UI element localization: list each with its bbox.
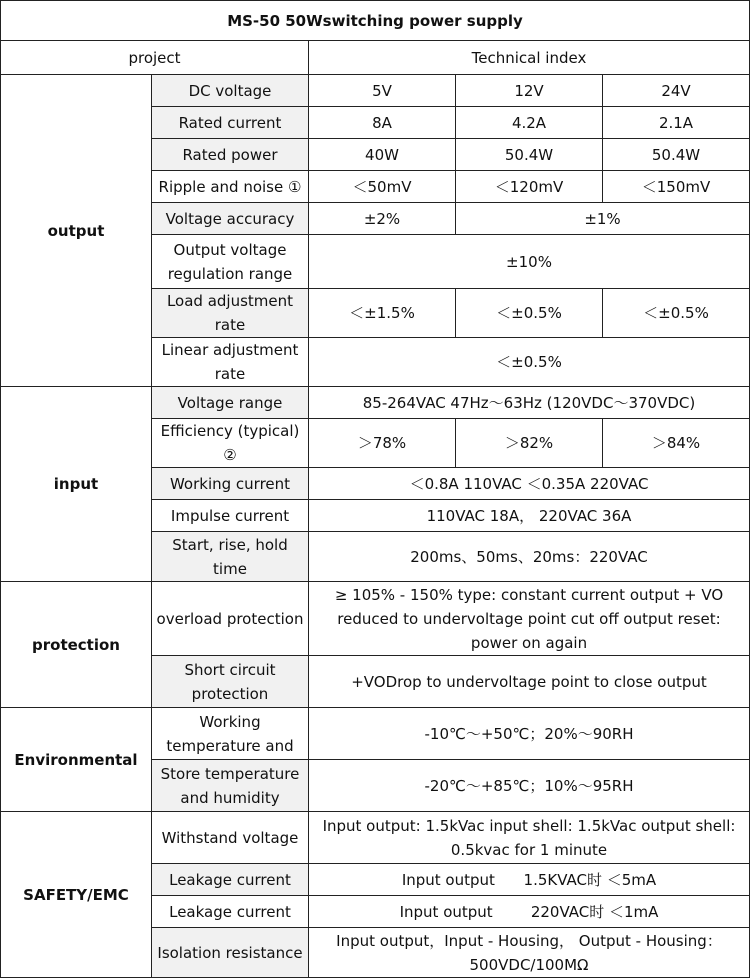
load-adjustment-12v: ＜±0.5%: [456, 289, 603, 338]
voltage-accuracy-12-24v: ±1%: [456, 203, 750, 235]
row-label-load-adjustment: Load adjustment rate: [152, 289, 309, 338]
group-protection: protection: [1, 582, 152, 708]
leakage-current-2-value: Input output 220VAC时 ＜1mA: [309, 896, 750, 928]
row-label-isolation-resistance: Isolation resistance: [152, 928, 309, 978]
row-label-rated-current: Rated current: [152, 107, 309, 139]
rated-power-12v: 50.4W: [456, 139, 603, 171]
header-project: project: [1, 41, 309, 75]
row-label-rated-power: Rated power: [152, 139, 309, 171]
store-temperature-value: -20℃～+85℃；10%～95RH: [309, 760, 750, 812]
linear-adjustment-value: ＜±0.5%: [309, 338, 750, 387]
row-label-leakage-current-1: Leakage current: [152, 864, 309, 896]
dc-voltage-24v: 24V: [603, 75, 750, 107]
load-adjustment-5v: ＜±1.5%: [309, 289, 456, 338]
efficiency-24v: ＞84%: [603, 419, 750, 468]
group-safety-emc: SAFETY/EMC: [1, 812, 152, 978]
row-label-working-current: Working current: [152, 468, 309, 500]
row-label-ripple-noise: Ripple and noise ①: [152, 171, 309, 203]
header-technical-index: Technical index: [309, 41, 750, 75]
group-input: input: [1, 387, 152, 582]
row-label-store-temperature: Store temperature and humidity: [152, 760, 309, 812]
ripple-24v: ＜150mV: [603, 171, 750, 203]
group-output: output: [1, 75, 152, 387]
table-title: MS-50 50Wswitching power supply: [1, 1, 750, 41]
row-label-start-time: Start, rise, hold time: [152, 532, 309, 582]
rated-power-24v: 50.4W: [603, 139, 750, 171]
efficiency-12v: ＞82%: [456, 419, 603, 468]
row-label-overload: overload protection: [152, 582, 309, 656]
rated-power-5v: 40W: [309, 139, 456, 171]
short-circuit-value: +VODrop to undervoltage point to close output: [309, 656, 750, 708]
withstand-voltage-value: Input output: 1.5kVac input shell: 1.5kVac output shell: 0.5kvac for 1 minute: [309, 812, 750, 864]
overload-value: ≥ 105% - 150% type: constant current output + VO reduced to undervoltage point cut off output reset: power on again: [309, 582, 750, 656]
isolation-resistance-value: Input output，Input - Housing， Output - Housing：500VDC/100MΩ: [309, 928, 750, 978]
row-label-short-circuit: Short circuit protection: [152, 656, 309, 708]
voltage-accuracy-5v: ±2%: [309, 203, 456, 235]
regulation-range-value: ±10%: [309, 235, 750, 289]
row-label-leakage-current-2: Leakage current: [152, 896, 309, 928]
row-label-voltage-range: Voltage range: [152, 387, 309, 419]
leakage-current-1-value: Input output 1.5KVAC时 ＜5mA: [309, 864, 750, 896]
row-label-impulse-current: Impulse current: [152, 500, 309, 532]
working-temperature-value: -10℃～+50℃；20%～90RH: [309, 708, 750, 760]
efficiency-5v: ＞78%: [309, 419, 456, 468]
row-label-dc-voltage: DC voltage: [152, 75, 309, 107]
rated-current-12v: 4.2A: [456, 107, 603, 139]
impulse-current-value: 110VAC 18A， 220VAC 36A: [309, 500, 750, 532]
rated-current-5v: 8A: [309, 107, 456, 139]
dc-voltage-5v: 5V: [309, 75, 456, 107]
rated-current-24v: 2.1A: [603, 107, 750, 139]
load-adjustment-24v: ＜±0.5%: [603, 289, 750, 338]
voltage-range-value: 85-264VAC 47Hz～63Hz (120VDC～370VDC): [309, 387, 750, 419]
row-label-withstand-voltage: Withstand voltage: [152, 812, 309, 864]
row-label-working-temperature: Working temperature and: [152, 708, 309, 760]
start-time-value: 200ms、50ms、20ms：220VAC: [309, 532, 750, 582]
ripple-12v: ＜120mV: [456, 171, 603, 203]
working-current-value: ＜0.8A 110VAC ＜0.35A 220VAC: [309, 468, 750, 500]
group-environmental: Environmental: [1, 708, 152, 812]
row-label-efficiency: Efficiency (typical) ②: [152, 419, 309, 468]
row-label-voltage-accuracy: Voltage accuracy: [152, 203, 309, 235]
ripple-5v: ＜50mV: [309, 171, 456, 203]
row-label-linear-adjustment: Linear adjustment rate: [152, 338, 309, 387]
dc-voltage-12v: 12V: [456, 75, 603, 107]
row-label-regulation-range: Output voltage regulation range: [152, 235, 309, 289]
